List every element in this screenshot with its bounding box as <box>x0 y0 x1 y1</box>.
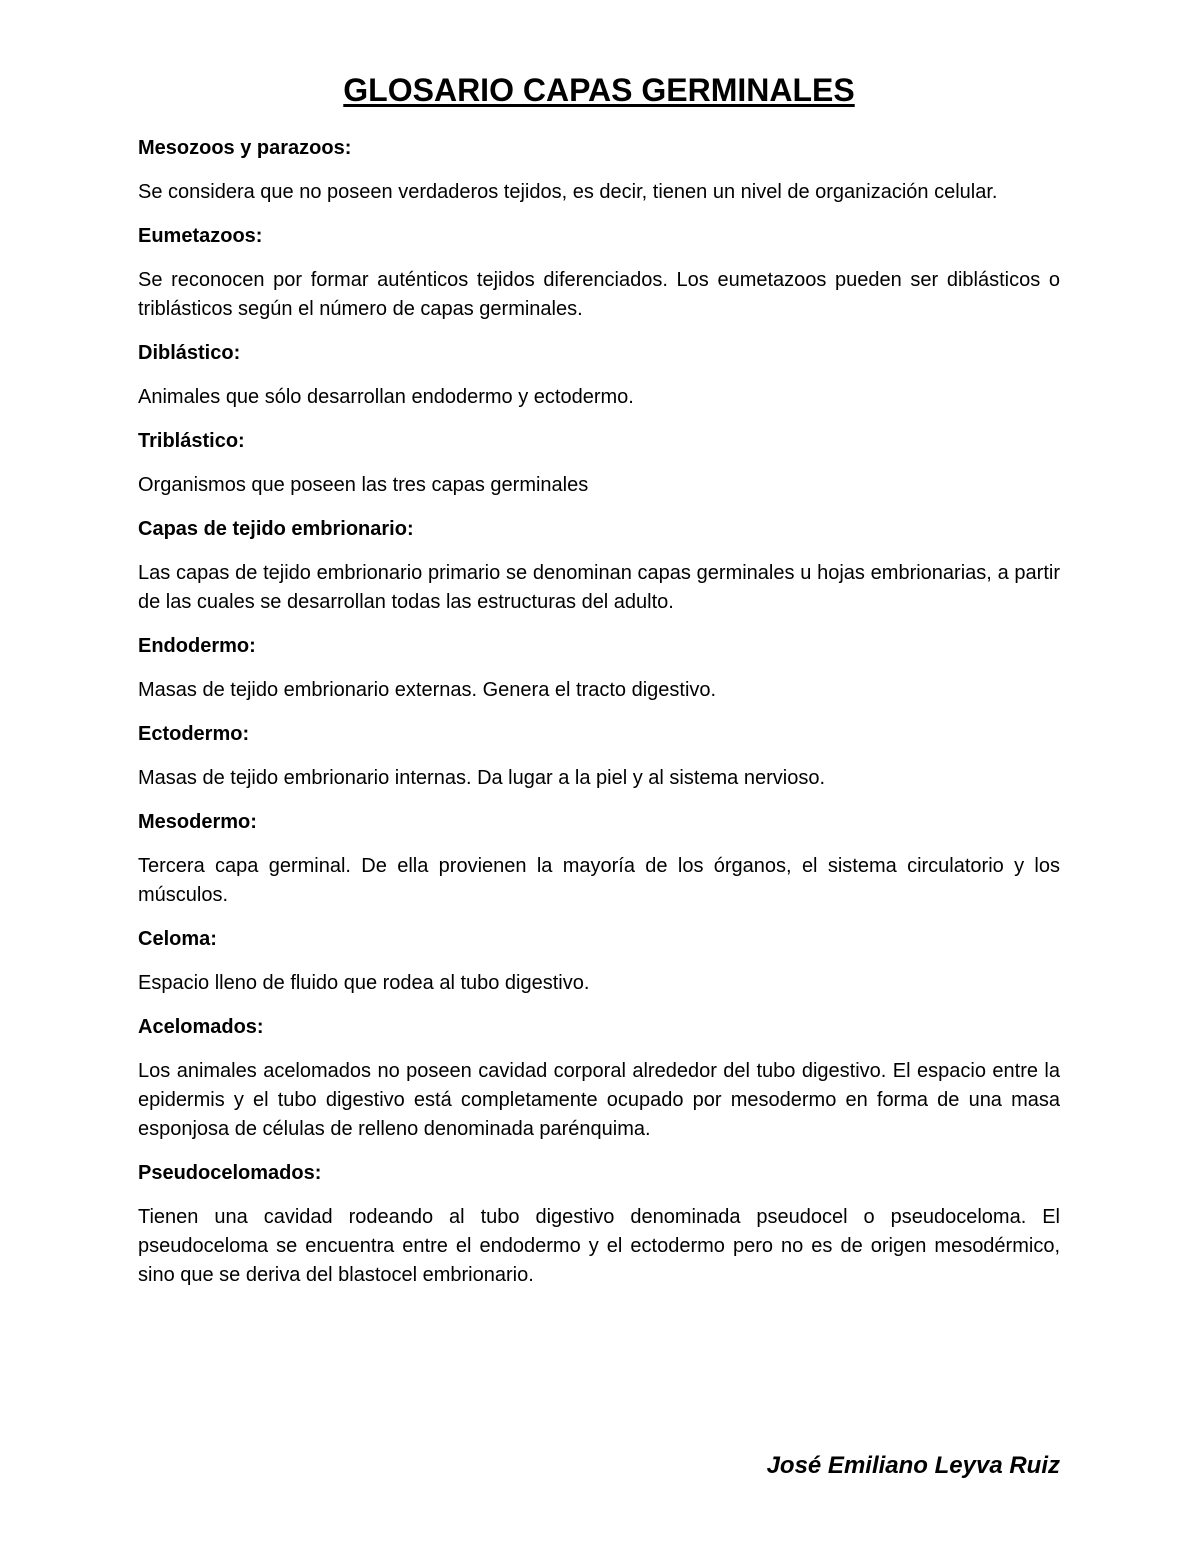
glossary-entry-pseudocelomados <box>138 1159 1060 1290</box>
glossary-term: Acelomados: <box>138 1016 264 1038</box>
glossary-entry-acelomados <box>138 1013 1060 1144</box>
glossary-definition: Masas de tejido embrionario externas. Genera el tracto digestivo. <box>138 679 717 701</box>
glossary-entry-mesodermo <box>138 808 1060 910</box>
glossary-entry-triblastico <box>138 427 1060 500</box>
glossary-definition: Masas de tejido embrionario internas. Da lugar a la piel y al sistema nervioso. <box>138 767 826 789</box>
glossary-entry-eumetazoos <box>138 222 1060 324</box>
glossary-term: Eumetazoos: <box>138 225 263 247</box>
glossary-definition: Se considera que no poseen verdaderos tejidos, es decir, tienen un nivel de organización celular. <box>138 181 998 203</box>
glossary-entry-mesozoos <box>138 134 1060 207</box>
glossary-definition: Se reconocen por formar auténticos tejidos diferenciados. Los eumetazoos pueden ser diblásticos o triblásticos según el número de capas germinales. <box>138 269 1060 320</box>
glossary-entry-celoma <box>138 925 1060 998</box>
glossary-term: Celoma: <box>138 928 217 950</box>
glossary-definition: Los animales acelomados no poseen cavidad corporal alrededor del tubo digestivo. El espacio entre la epidermis y el tubo digestivo está completamente ocupado por mesodermo en forma de una masa esponjosa de células de relleno denominada parénquima. <box>138 1060 1060 1140</box>
glossary-entry-capas-tejido <box>138 515 1060 617</box>
page-title: GLOSARIO CAPAS GERMINALES <box>343 72 855 108</box>
glossary-term: Triblástico: <box>138 430 245 452</box>
glossary-term: Mesozoos y parazoos: <box>138 137 352 159</box>
glossary-term: Diblástico: <box>138 342 241 364</box>
glossary-term: Endodermo: <box>138 635 256 657</box>
glossary-entry-endodermo <box>138 632 1060 705</box>
glossary-term: Pseudocelomados: <box>138 1162 322 1184</box>
glossary-definition: Animales que sólo desarrollan endodermo y ectodermo. <box>138 386 634 408</box>
glossary-definition: Tercera capa germinal. De ella provienen la mayoría de los órganos, el sistema circulatorio y los músculos. <box>138 855 1060 906</box>
glossary-term: Ectodermo: <box>138 723 250 745</box>
author-name: José Emiliano Leyva Ruiz <box>766 1452 1060 1479</box>
glossary-definition: Las capas de tejido embrionario primario se denominan capas germinales u hojas embrionarias, a partir de las cuales se desarrollan todas las estructuras del adulto. <box>138 562 1060 613</box>
document-body <box>138 68 1060 1305</box>
glossary-definition: Espacio lleno de fluido que rodea al tubo digestivo. <box>138 972 590 994</box>
glossary-entry-diblastico <box>138 339 1060 412</box>
glossary-definition: Tienen una cavidad rodeando al tubo digestivo denominada pseudocel o pseudoceloma. El pseudoceloma se encuentra entre el endodermo y el ectodermo pero no es de origen mesodérmico, sino que se deriva del blastocel embrionario. <box>138 1206 1060 1286</box>
glossary-term: Capas de tejido embrionario: <box>138 518 414 540</box>
glossary-term: Mesodermo: <box>138 811 257 833</box>
glossary-definition: Organismos que poseen las tres capas germinales <box>138 474 589 496</box>
glossary-entry-ectodermo <box>138 720 1060 793</box>
